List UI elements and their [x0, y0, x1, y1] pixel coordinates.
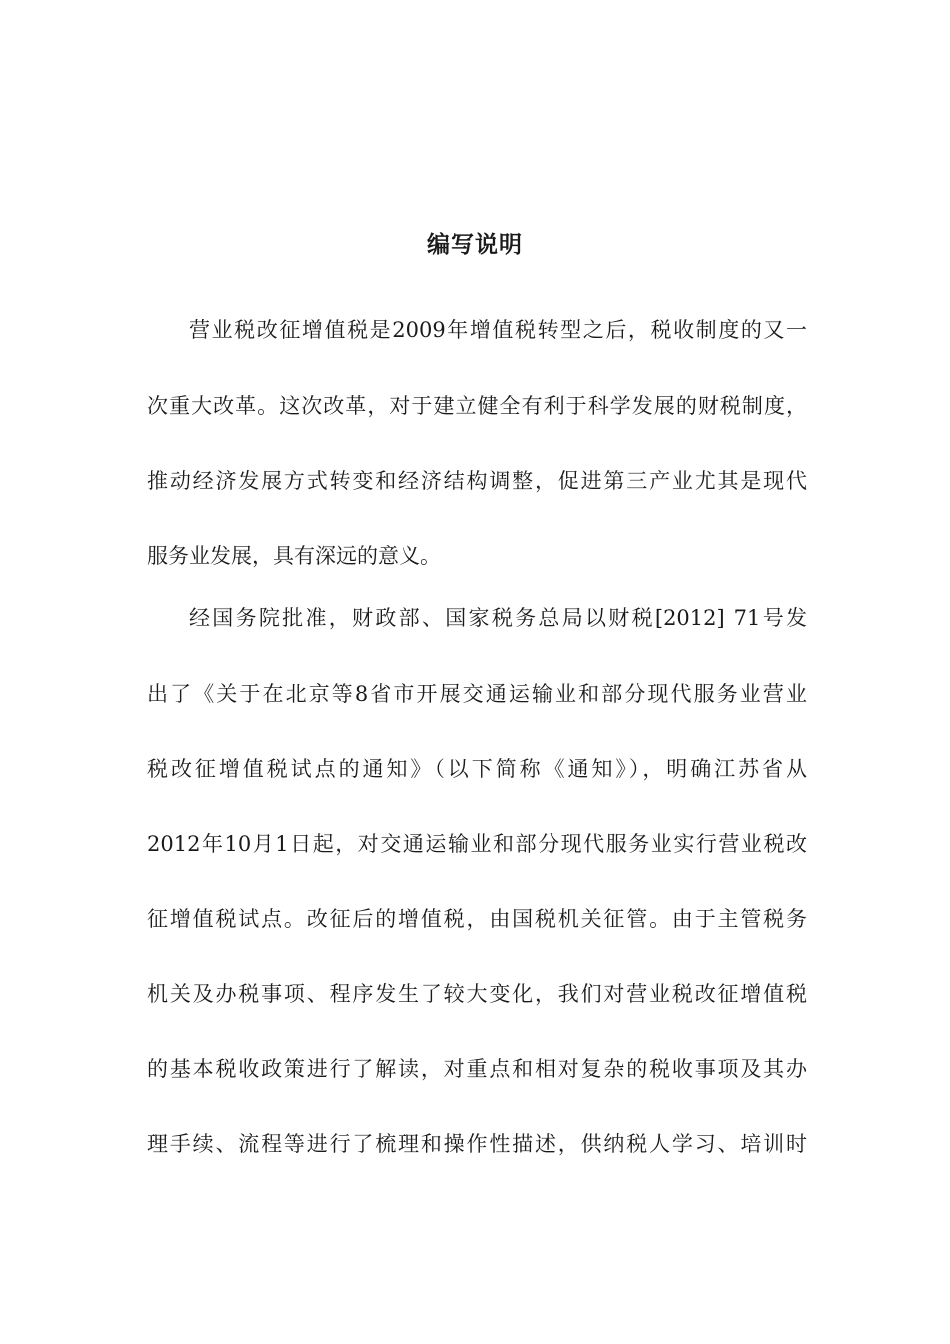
document-title: 编写说明	[427, 232, 523, 258]
paragraph-2-line-3: 税改征增值税试点的通知》（以下简称《通知》），明确江苏省从	[147, 757, 807, 781]
paragraph-2-line-2: 出了《关于在北京等8省市开展交通运输业和部分现代服务业营业	[147, 682, 807, 706]
paragraph-1-line-1: 营业税改征增值税是2009年增值税转型之后，税收制度的又一	[189, 318, 807, 342]
paragraph-2-line-4: 2012年10月1日起，对交通运输业和部分现代服务业实行营业税改	[147, 832, 807, 856]
paragraph-2-line-7: 的基本税收政策进行了解读，对重点和相对复杂的税收事项及其办	[147, 1057, 807, 1081]
paragraph-1-line-3: 推动经济发展方式转变和经济结构调整，促进第三产业尤其是现代	[147, 469, 807, 493]
paragraph-2-line-5: 征增值税试点。改征后的增值税，由国税机关征管。由于主管税务	[147, 907, 807, 931]
paragraph-1-line-4: 服务业发展，具有深远的意义。	[147, 544, 441, 568]
paragraph-1-line-2: 次重大改革。这次改革，对于建立健全有利于科学发展的财税制度，	[147, 394, 807, 418]
paragraph-2-line-6: 机关及办税事项、程序发生了较大变化，我们对营业税改征增值税	[147, 982, 807, 1006]
paragraph-2-line-8: 理手续、流程等进行了梳理和操作性描述，供纳税人学习、培训时	[147, 1132, 807, 1156]
paragraph-2-line-1: 经国务院批准，财政部、国家税务总局以财税[2012] 71号发	[189, 606, 807, 630]
